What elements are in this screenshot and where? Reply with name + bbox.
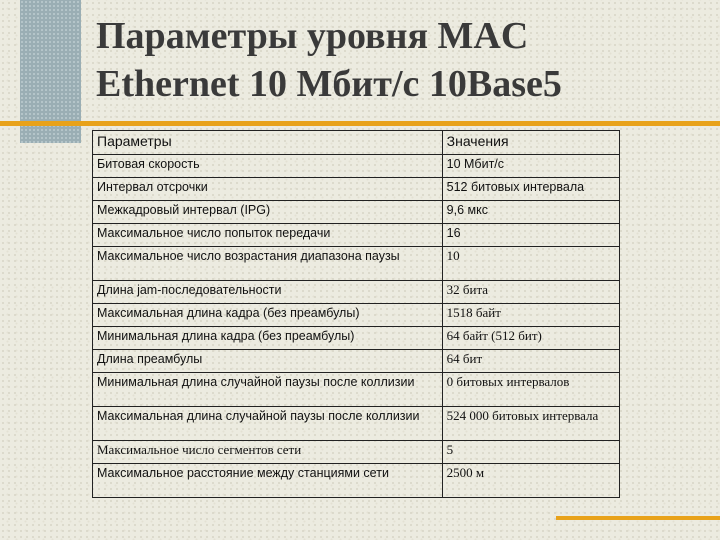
param-cell: Битовая скорость xyxy=(93,155,443,178)
param-cell: Минимальная длина кадра (без преамбулы) xyxy=(93,327,443,350)
table-row xyxy=(93,327,620,350)
value-cell: 524 000 битовых интервала xyxy=(442,407,619,441)
title-line-1: Параметры уровня MAC xyxy=(96,15,529,57)
table-header-row xyxy=(93,131,620,155)
parameters-table xyxy=(92,130,620,498)
table-row xyxy=(93,201,620,224)
value-cell: 16 xyxy=(442,224,619,247)
param-cell: Межкадровый интервал (IPG) xyxy=(93,201,443,224)
value-cell: 0 битовых интервалов xyxy=(442,373,619,407)
table-row xyxy=(93,441,620,464)
value-cell: 1518 байт xyxy=(442,304,619,327)
header-parameters: Параметры xyxy=(93,131,443,155)
value-cell: 10 xyxy=(442,247,619,281)
param-cell: Длина jam-последовательности xyxy=(93,281,443,304)
param-cell: Максимальная длина случайной паузы после коллизии xyxy=(93,407,443,441)
table-row xyxy=(93,304,620,327)
value-cell: 32 бита xyxy=(442,281,619,304)
header-values: Значения xyxy=(442,131,619,155)
page-title xyxy=(96,12,706,108)
table-row xyxy=(93,247,620,281)
param-cell: Максимальное число сегментов сети xyxy=(93,441,443,464)
value-cell: 5 xyxy=(442,441,619,464)
title-underline xyxy=(0,121,720,126)
param-cell: Максимальное число попыток передачи xyxy=(93,224,443,247)
table-row xyxy=(93,155,620,178)
table-row xyxy=(93,464,620,498)
param-cell: Интервал отсрочки xyxy=(93,178,443,201)
param-cell: Максимальная длина кадра (без преамбулы) xyxy=(93,304,443,327)
bottom-accent-line xyxy=(556,516,720,520)
table-row xyxy=(93,407,620,441)
param-cell: Максимальное число возрастания диапазона паузы xyxy=(93,247,443,281)
param-cell: Минимальная длина случайной паузы после коллизии xyxy=(93,373,443,407)
param-cell: Максимальное расстояние между станциями сети xyxy=(93,464,443,498)
value-cell: 512 битовых интервала xyxy=(442,178,619,201)
title-line-2: Ethernet 10 Мбит/с 10Base5 xyxy=(96,63,562,105)
value-cell: 9,6 мкс xyxy=(442,201,619,224)
value-cell: 64 бит xyxy=(442,350,619,373)
param-cell: Длина преамбулы xyxy=(93,350,443,373)
table-row xyxy=(93,281,620,304)
table-row xyxy=(93,224,620,247)
table-row xyxy=(93,350,620,373)
value-cell: 2500 м xyxy=(442,464,619,498)
value-cell: 10 Мбит/с xyxy=(442,155,619,178)
table-row xyxy=(93,178,620,201)
value-cell: 64 байт (512 бит) xyxy=(442,327,619,350)
table-row xyxy=(93,373,620,407)
